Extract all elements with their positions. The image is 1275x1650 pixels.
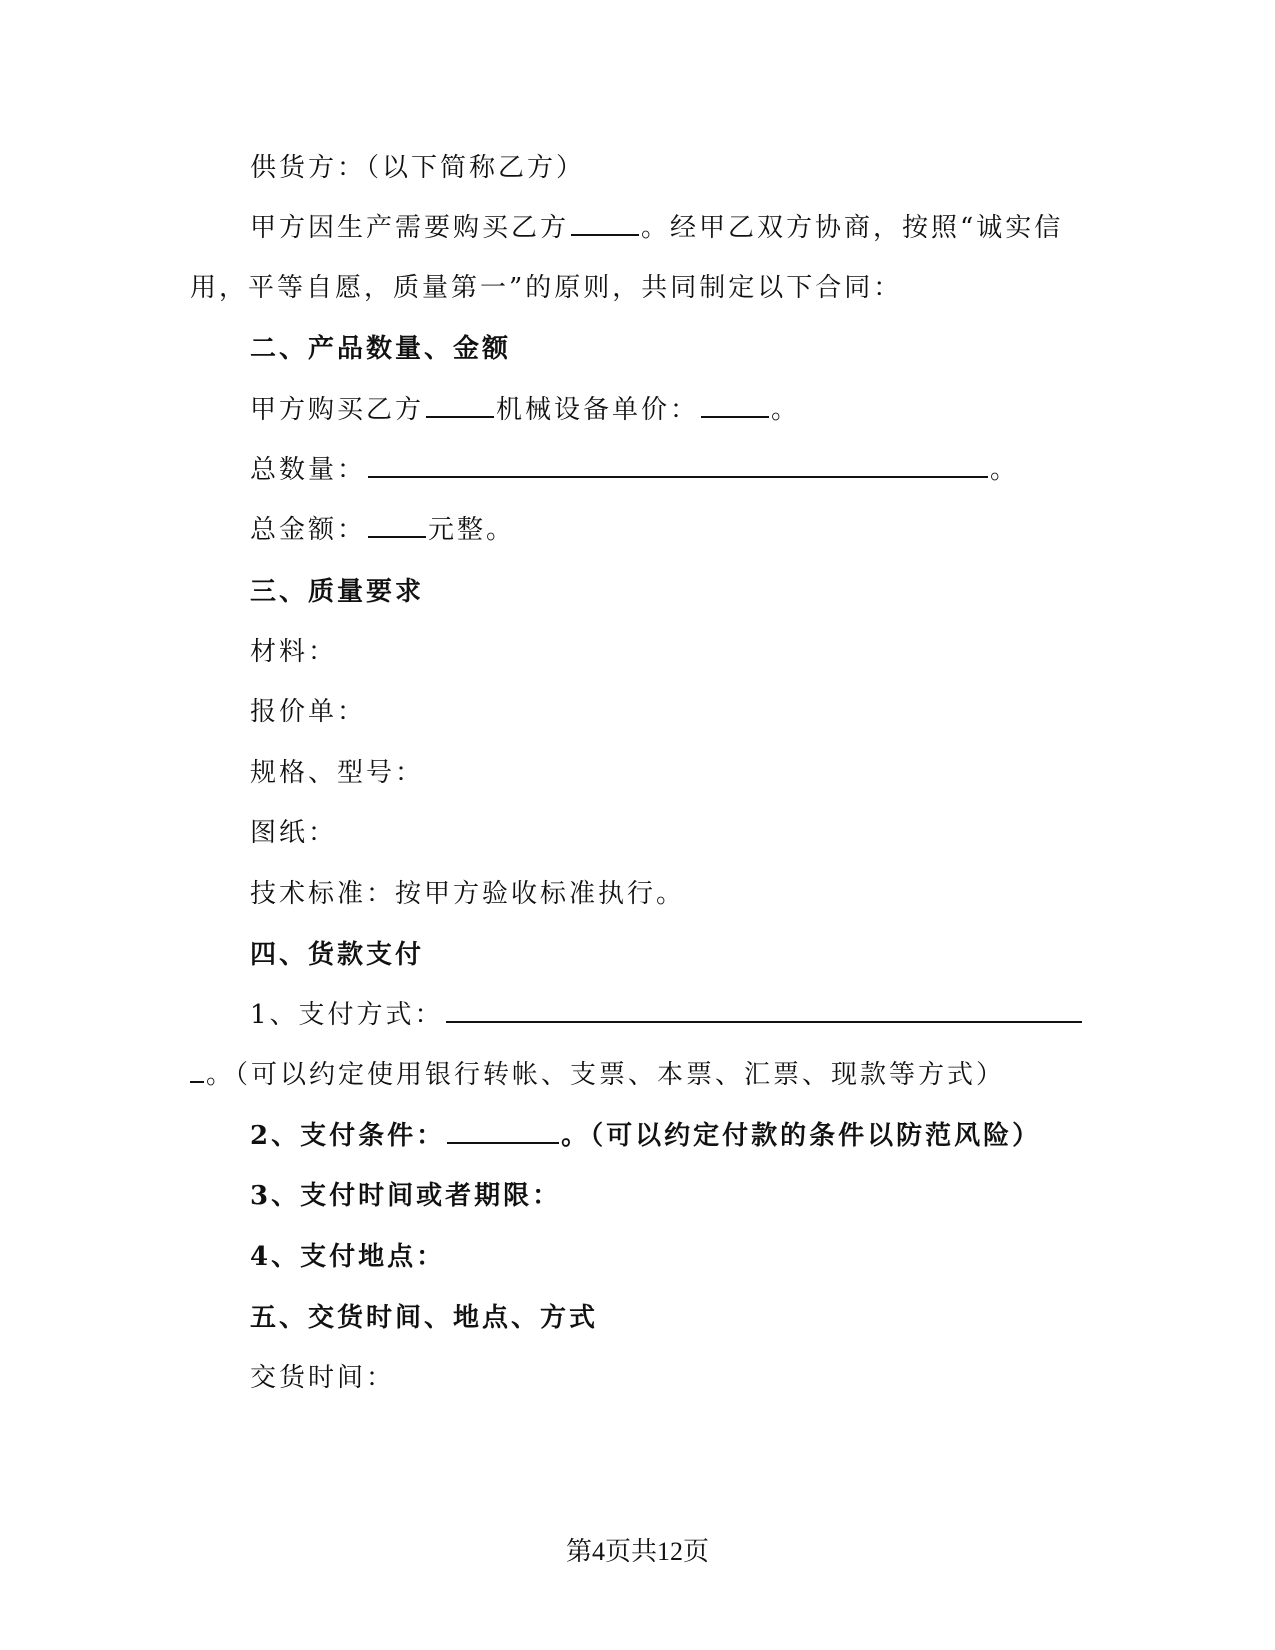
- fill-blank: [701, 392, 769, 418]
- fill-blank: [368, 512, 426, 538]
- fill-blank: [571, 210, 639, 236]
- fill-blank: [447, 1118, 559, 1144]
- quantity-label: 总数量：: [250, 455, 367, 485]
- tech-standard-text: 技术标准：按甲方验收标准执行。: [250, 879, 686, 909]
- section-heading-3: [250, 574, 424, 610]
- heading-text: 二、产品数量、金额: [250, 334, 512, 364]
- section-heading-5: [250, 1300, 598, 1336]
- purchase-line: [250, 392, 800, 428]
- payment-place-label: 4、支付地点：: [250, 1242, 446, 1272]
- quote-line: [250, 694, 366, 730]
- tech-standard-line: [250, 876, 685, 912]
- amount-line: [250, 512, 515, 548]
- purchase-text-c: 。: [771, 395, 801, 425]
- payment-method-label: 1、支付方式：: [250, 1000, 444, 1030]
- section-heading-2: [250, 331, 511, 367]
- heading-text: 三、质量要求: [250, 577, 425, 607]
- quote-label: 报价单：: [250, 697, 367, 727]
- drawing-label: 图纸：: [250, 818, 338, 848]
- material-line: [250, 634, 337, 670]
- amount-label: 总金额：: [250, 515, 367, 545]
- spec-label: 规格、型号：: [250, 758, 425, 788]
- delivery-time-line: [250, 1360, 395, 1396]
- section-heading-4: [250, 937, 424, 973]
- page-number: 第4页共12页: [565, 1537, 709, 1566]
- spec-line: [250, 755, 424, 791]
- payment-time-line: [250, 1178, 561, 1214]
- intro-text-a: 甲方因生产需要购买乙方: [250, 213, 570, 243]
- payment-method-line: [250, 997, 1084, 1033]
- material-label: 材料：: [250, 637, 338, 667]
- intro-line-2: [190, 270, 902, 306]
- payment-place-line: [250, 1239, 445, 1275]
- payment-condition-label: 2、支付条件：: [250, 1121, 446, 1151]
- amount-end: 元整。: [428, 515, 516, 545]
- supplier-text: 供货方：（以下简称乙方）: [250, 153, 586, 183]
- heading-text: 四、货款支付: [250, 940, 425, 970]
- payment-method-note-text: 。（可以约定使用银行转帐、支票、本票、汇票、现款等方式）: [206, 1060, 1006, 1090]
- payment-condition-note: 。（可以约定付款的条件以防范风险）: [561, 1121, 1042, 1151]
- intro-line-1: [250, 210, 1063, 246]
- purchase-text-a: 甲方购买乙方: [250, 395, 425, 425]
- payment-method-note: [190, 1057, 1005, 1093]
- delivery-time-label: 交货时间：: [250, 1363, 396, 1393]
- fill-blank: [368, 452, 988, 478]
- fill-blank: [190, 1057, 204, 1083]
- payment-time-label: 3、支付时间或者期限：: [250, 1181, 562, 1211]
- fill-blank: [426, 392, 494, 418]
- intro-text-b: 。经甲乙双方协商，按照“诚实信: [641, 213, 1064, 243]
- payment-condition-line: [250, 1118, 1041, 1154]
- intro-text-c: 用，平等自愿，质量第一”的原则，共同制定以下合同：: [190, 273, 903, 303]
- purchase-text-b: 机械设备单价：: [496, 395, 700, 425]
- heading-text: 五、交货时间、地点、方式: [250, 1303, 599, 1333]
- supplier-line: [250, 150, 585, 186]
- fill-blank: [446, 997, 1082, 1023]
- quantity-end: 。: [990, 455, 1020, 485]
- quantity-line: [250, 452, 1019, 488]
- drawing-line: [250, 815, 337, 851]
